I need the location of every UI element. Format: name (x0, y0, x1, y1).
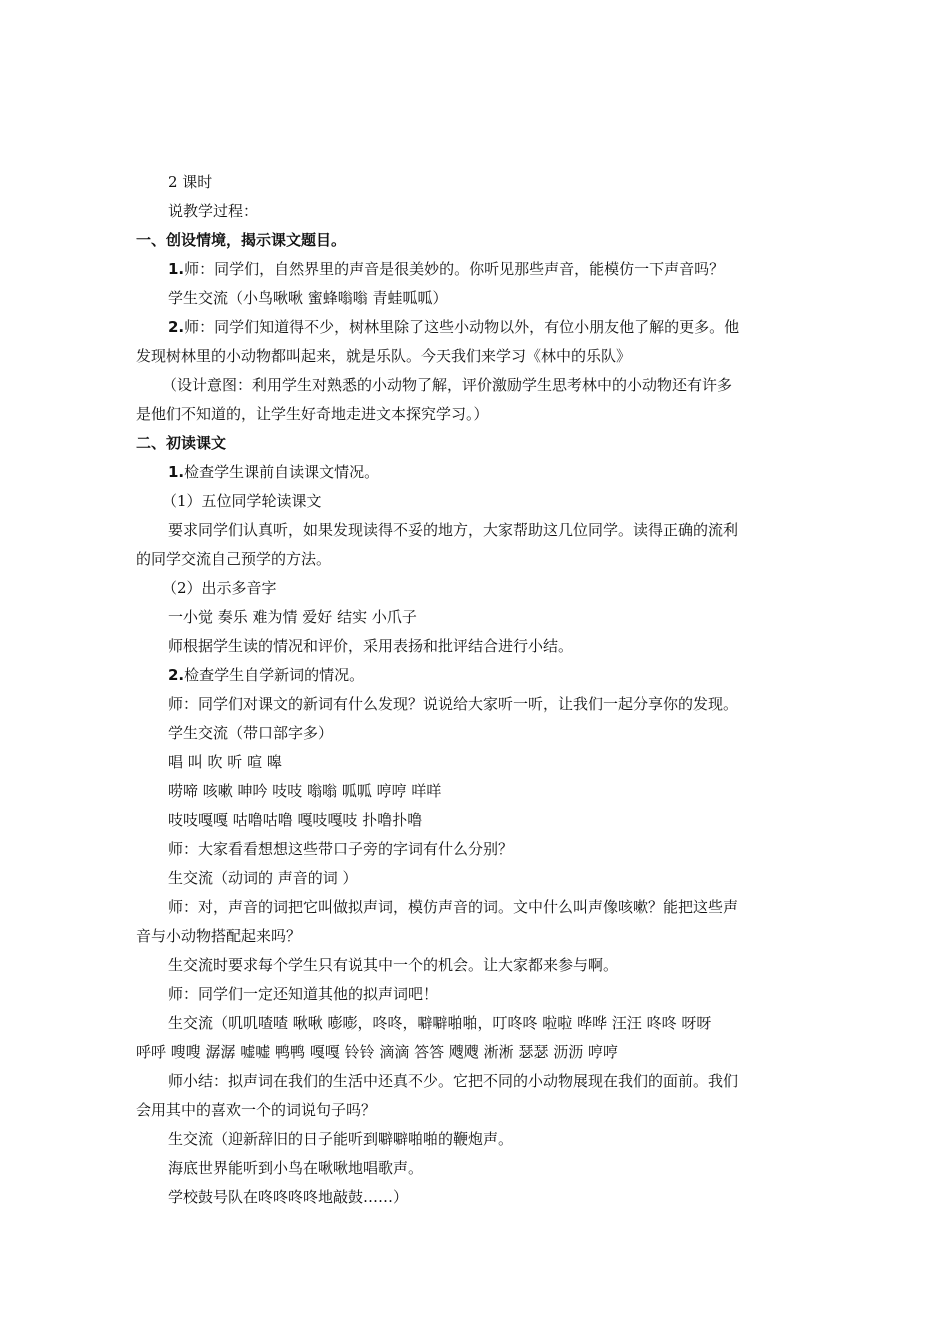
paragraph-requirement-a: 要求同学们认真听，如果发现读得不妥的地方，大家帮助这几位同学。读得正确的流利 (168, 521, 739, 539)
paragraph-text: 师：同学们知道得不少，树林里除了这些小动物以外，有位小朋友他了解的更多。他 (184, 318, 740, 336)
paragraph-1-2b: 发现树林里的小动物都叫起来，就是乐队。今天我们来学习《林中的乐队》 (136, 347, 632, 365)
teacher-prompt: 师：同学们一定还知道其他的拟声词吧！ (168, 985, 439, 1003)
item-number: 1. (168, 463, 185, 481)
student-exchange-3: 生交流（动词的 声音的词 ） (168, 869, 358, 887)
item-number: 2. (168, 666, 185, 684)
paragraph-requirement-b: 的同学交流自己预学的方法。 (136, 550, 332, 568)
polyphone-words: 一小觉 奏乐 难为情 爱好 结实 小爪子 (168, 608, 417, 626)
item-number: 1. (168, 260, 185, 278)
paragraph-text: 师：同学们，自然界里的声音是很美妙的。你听见那些声音，能模仿一下声音吗？ (184, 260, 725, 278)
paragraph-1-2a (136, 313, 808, 342)
process-intro: 说教学过程： (168, 202, 259, 220)
word-list-2: 唠啼 咳嗽 呻吟 吱吱 嗡嗡 呱呱 哼哼 咩咩 (168, 782, 442, 800)
teacher-summary-2a: 师小结：拟声词在我们的生活中还真不少。它把不同的小动物展现在我们的面前。我们 (168, 1072, 739, 1090)
teacher-question-2: 师：大家看看想想这些带口子旁的字词有什么分别？ (168, 840, 514, 858)
section-heading-1: 一、创设情境，揭示课文题目。 (136, 231, 347, 249)
sentence-example-3: 学校鼓号队在咚咚咚咚地敲鼓……） (168, 1188, 409, 1206)
exchange-rule: 生交流时要求每个学生只有说其中一个的机会。让大家都来参与啊。 (168, 956, 619, 974)
sentence-example-2: 海底世界能听到小鸟在啾啾地唱歌声。 (168, 1159, 424, 1177)
word-list-1: 唱 叫 吹 听 喧 嗥 (168, 753, 282, 771)
paragraph-text: 检查学生课前自读课文情况。 (184, 463, 380, 481)
paragraph-2-1 (136, 458, 808, 487)
item-number: 2. (168, 318, 185, 336)
word-list-3: 吱吱嘎嘎 咕噜咕噜 嘎吱嘎吱 扑噜扑噜 (168, 811, 423, 829)
design-intent-a: （设计意图：利用学生对熟悉的小动物了解，评价激励学生思考林中的小动物还有许多 (162, 376, 733, 394)
sentence-example-1: 生交流（迎新辞旧的日子能听到噼噼啪啪的鞭炮声。 (168, 1130, 514, 1148)
paragraph-text: 检查学生自学新词的情况。 (184, 666, 365, 684)
document-body (136, 168, 808, 1212)
teacher-summary-2b: 会用其中的喜欢一个的词说句子吗？ (136, 1101, 377, 1119)
onomatopoeia-list-a: 生交流（叽叽喳喳 啾啾 嘭嘭，咚咚，噼噼啪啪，叮咚咚 啦啦 哗哗 汪汪 咚咚 呀呀 (168, 1014, 712, 1032)
teacher-explain-b: 音与小动物搭配起来吗？ (136, 927, 302, 945)
teacher-explain-a: 师：对，声音的词把它叫做拟声词，模仿声音的词。文中什么叫声像咳嗽？能把这些声 (168, 898, 739, 916)
student-exchange-2: 学生交流（带口部字多） (168, 724, 334, 742)
lesson-hours: 2 课时 (168, 173, 213, 191)
design-intent-b: 是他们不知道的，让学生好奇地走进文本探究学习。） (136, 405, 489, 423)
section-heading-2: 二、初读课文 (136, 434, 227, 452)
teacher-summary-1: 师根据学生读的情况和评价，采用表扬和批评结合进行小结。 (168, 637, 574, 655)
student-exchange-1: 学生交流（小鸟啾啾 蜜蜂嗡嗡 青蛙呱呱） (168, 289, 448, 307)
paragraph-2-2 (136, 661, 808, 690)
sub-item-1: （1）五位同学轮读课文 (162, 492, 322, 510)
teacher-question-1: 师：同学们对课文的新词有什么发现？说说给大家听一听，让我们一起分享你的发现。 (168, 695, 739, 713)
sub-item-2: （2）出示多音字 (162, 579, 277, 597)
paragraph-1-1 (136, 255, 808, 284)
onomatopoeia-list-b: 呼呼 嗖嗖 潺潺 嘘嘘 鸭鸭 嘎嘎 铃铃 滴滴 答答 飕飕 淅淅 瑟瑟 沥沥 哼哼 (136, 1043, 618, 1061)
